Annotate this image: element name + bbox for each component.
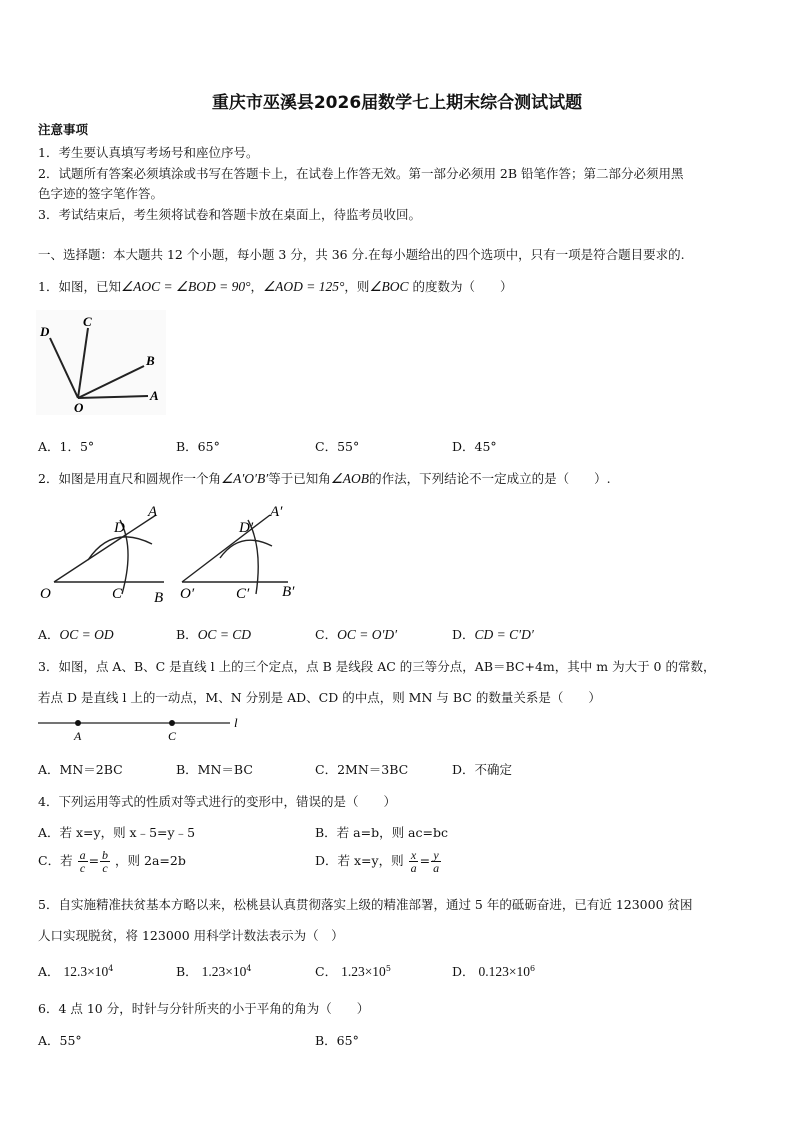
q5-option-c-exp: 5 — [385, 963, 391, 973]
q1-stem-a: 1．如图，已知 — [38, 279, 121, 294]
q1-label-d: D — [40, 324, 50, 339]
q1-math-2: ∠AOD = 125° — [263, 279, 345, 294]
q2-label-c-prime: C′ — [236, 586, 250, 602]
q2-label-a-prime: A′ — [270, 504, 283, 520]
page-title: 重庆市巫溪县2026届数学七上期末综合测试试题 — [211, 93, 583, 113]
q5-option-b-base: 1.23×10 — [201, 964, 247, 979]
q2-math-1: ∠A′O′B′ — [220, 471, 269, 486]
q4-option-c-suffix: ，则 2a=2b — [115, 853, 186, 868]
q4-c-frac2-num: b — [102, 848, 109, 862]
q4-c-equals: = — [88, 853, 100, 868]
q2-option-a[interactable] — [38, 625, 114, 643]
q1-angle-figure — [36, 310, 166, 415]
notice-item-2-cont: 色字迹的签字笔作答。 — [38, 186, 164, 201]
q4-d-frac2-den: a — [433, 861, 440, 875]
q5-option-a[interactable] — [38, 962, 113, 980]
q5-option-d-base: 0.123×10 — [478, 964, 531, 979]
q1-stem-b: ，则 — [344, 279, 370, 294]
q5-option-b[interactable] — [176, 962, 252, 980]
question-5-line-2: 人口实现脱贫，将 123000 用科学计数法表示为（ ） — [38, 928, 344, 943]
q5-option-d-letter: D． — [452, 964, 475, 979]
q1-stem-c: 的度数为（ ） — [408, 279, 513, 294]
q4-option-c-fraction-2 — [100, 849, 110, 874]
q1-label-o: O — [74, 400, 84, 415]
q2-option-d-math: CD = C′D′ — [474, 627, 534, 642]
q2-option-b[interactable] — [176, 625, 251, 643]
q2-option-d[interactable] — [452, 625, 534, 643]
q4-option-c-fraction-1 — [78, 849, 88, 874]
q6-option-a[interactable]: A．55° — [38, 1033, 82, 1048]
q2-option-c-math: OC = O′D′ — [337, 627, 398, 642]
q2-arc-cd-2 — [220, 540, 272, 558]
q1-option-a[interactable]: A．1．5° — [38, 439, 95, 454]
q2-label-b-prime: B′ — [282, 584, 295, 600]
q1-math-3: ∠BOC — [369, 279, 409, 294]
q2-stem-a: 2．如图是用直尺和圆规作一个角 — [38, 471, 221, 486]
q2-label-a: A — [148, 504, 158, 520]
q5-option-d[interactable] — [452, 962, 535, 980]
q3-line-figure — [36, 712, 256, 746]
q2-option-a-math: OC = OD — [59, 627, 114, 642]
question-6-stem: 6．4 点 10 分，时针与分针所夹的小于平角的角为（ ） — [38, 1001, 370, 1016]
q2-stem-c: 的作法，下列结论不一定成立的是（ ）. — [369, 471, 611, 486]
question-3-line-1: 3．如图，点 A、B、C 是直线 l 上的三个定点，点 B 是线段 AC 的三等分点，AB＝BC+4m，其中 m 为大于 0 的常数， — [38, 659, 716, 674]
q2-option-c[interactable] — [315, 625, 397, 643]
q2-label-b: B — [154, 590, 164, 606]
section-heading: 一、选择题：本大题共 12 个小题，每小题 3 分，共 36 分.在每小题给出的四个选项中，只有一项是符合题目要求的. — [38, 247, 685, 262]
q5-option-a-base: 12.3×10 — [63, 964, 109, 979]
q2-option-a-letter: A． — [38, 627, 60, 642]
q4-d-frac2-num: y — [433, 848, 439, 862]
q3-option-a[interactable]: A．MN＝2BC — [38, 762, 123, 777]
q1-option-c[interactable]: C．55° — [315, 439, 360, 454]
q3-label-a: A — [74, 729, 82, 743]
q2-arc-cd — [88, 537, 152, 560]
q4-option-a[interactable]: A．若 x=y，则 x﹣5=y﹣5 — [38, 825, 196, 840]
q1-sep: ， — [250, 279, 264, 294]
q1-label-b: B — [146, 353, 155, 368]
q2-label-o: O — [40, 586, 51, 602]
q1-label-c: C — [83, 314, 92, 329]
question-4-stem: 4．下列运用等式的性质对等式进行的变形中，错误的是（ ） — [38, 794, 396, 809]
notice-heading: 注意事项 — [38, 122, 89, 137]
q5-option-c-base: 1.23×10 — [341, 964, 386, 979]
q2-construction-figure — [36, 498, 316, 610]
q2-option-d-letter: D． — [452, 627, 475, 642]
q4-d-equals: = — [419, 853, 431, 868]
q4-c-frac2-den: c — [102, 861, 108, 875]
q5-option-c[interactable] — [315, 962, 391, 980]
question-5-line-1: 5．自实施精准扶贫基本方略以来，松桃县认真贯彻落实上级的精准部署，通过 5 年的砥砺奋进，已有近 123000 贫困 — [38, 897, 693, 912]
q5-option-a-letter: A． — [38, 964, 60, 979]
q2-option-b-letter: B． — [176, 627, 198, 642]
notice-item-3: 3．考试结束后，考生须将试卷和答题卡放在桌面上，待监考员收回。 — [38, 207, 421, 222]
question-3-line-2: 若点 D 是直线 l 上的一动点，M、N 分别是 AD、CD 的中点，则 MN 与 BC 的数量关系是（ ） — [38, 690, 601, 705]
q2-stem-b: 等于已知角 — [268, 471, 331, 486]
q4-option-c-prefix: C．若 — [38, 853, 73, 868]
q4-option-d[interactable] — [315, 849, 442, 874]
notice-item-2: 2．试题所有答案必须填涂或书写在答题卡上，在试卷上作答无效。第一部分必须用 2B 铅笔作答；第二部分必须用黑 — [38, 166, 684, 181]
q4-option-d-fraction-1 — [409, 849, 419, 874]
q1-option-d[interactable]: D．45° — [452, 439, 497, 454]
q1-option-b[interactable]: B．65° — [176, 439, 220, 454]
question-1-stem — [38, 277, 513, 295]
q3-point-c — [169, 720, 175, 726]
q2-label-c: C — [112, 586, 123, 602]
q2-option-c-letter: C． — [315, 627, 338, 642]
q2-label-d-prime: D′ — [239, 520, 254, 536]
q4-option-b[interactable]: B．若 a=b，则 ac=bc — [315, 825, 448, 840]
q3-point-a — [75, 720, 81, 726]
q2-label-o-prime: O′ — [180, 586, 195, 602]
q1-label-a: A — [150, 388, 159, 403]
q3-label-l: l — [234, 715, 238, 730]
q4-option-c[interactable] — [38, 849, 186, 874]
q4-option-d-prefix: D．若 x=y，则 — [315, 853, 404, 868]
q5-option-b-letter: B． — [176, 964, 198, 979]
q1-math-1: ∠AOC = ∠BOD = 90° — [120, 279, 251, 294]
q5-option-b-exp: 4 — [246, 963, 252, 973]
q2-label-d: D — [114, 520, 125, 536]
question-2-stem — [38, 469, 611, 487]
q2-math-2: ∠AOB — [330, 471, 370, 486]
q3-option-b[interactable]: B．MN＝BC — [176, 762, 253, 777]
notice-item-1: 1．考生要认真填写考场号和座位序号。 — [38, 145, 259, 160]
q3-option-d[interactable]: D．不确定 — [452, 762, 513, 777]
q4-d-frac1-num: x — [410, 848, 417, 862]
q4-c-frac1-den: c — [79, 861, 86, 875]
q4-option-d-fraction-2 — [431, 849, 441, 874]
q5-option-a-exp: 4 — [108, 963, 114, 973]
q2-option-b-math: OC = CD — [197, 627, 252, 642]
q3-label-c: C — [168, 729, 177, 743]
q6-option-b[interactable]: B．65° — [315, 1033, 359, 1048]
q5-option-d-exp: 6 — [530, 963, 536, 973]
q2-ray-oa — [54, 515, 156, 582]
q3-option-c[interactable]: C．2MN＝3BC — [315, 762, 409, 777]
q4-c-frac1-num: a — [79, 848, 86, 862]
q4-d-frac1-den: a — [410, 861, 417, 875]
q5-option-c-letter: C． — [315, 964, 338, 979]
